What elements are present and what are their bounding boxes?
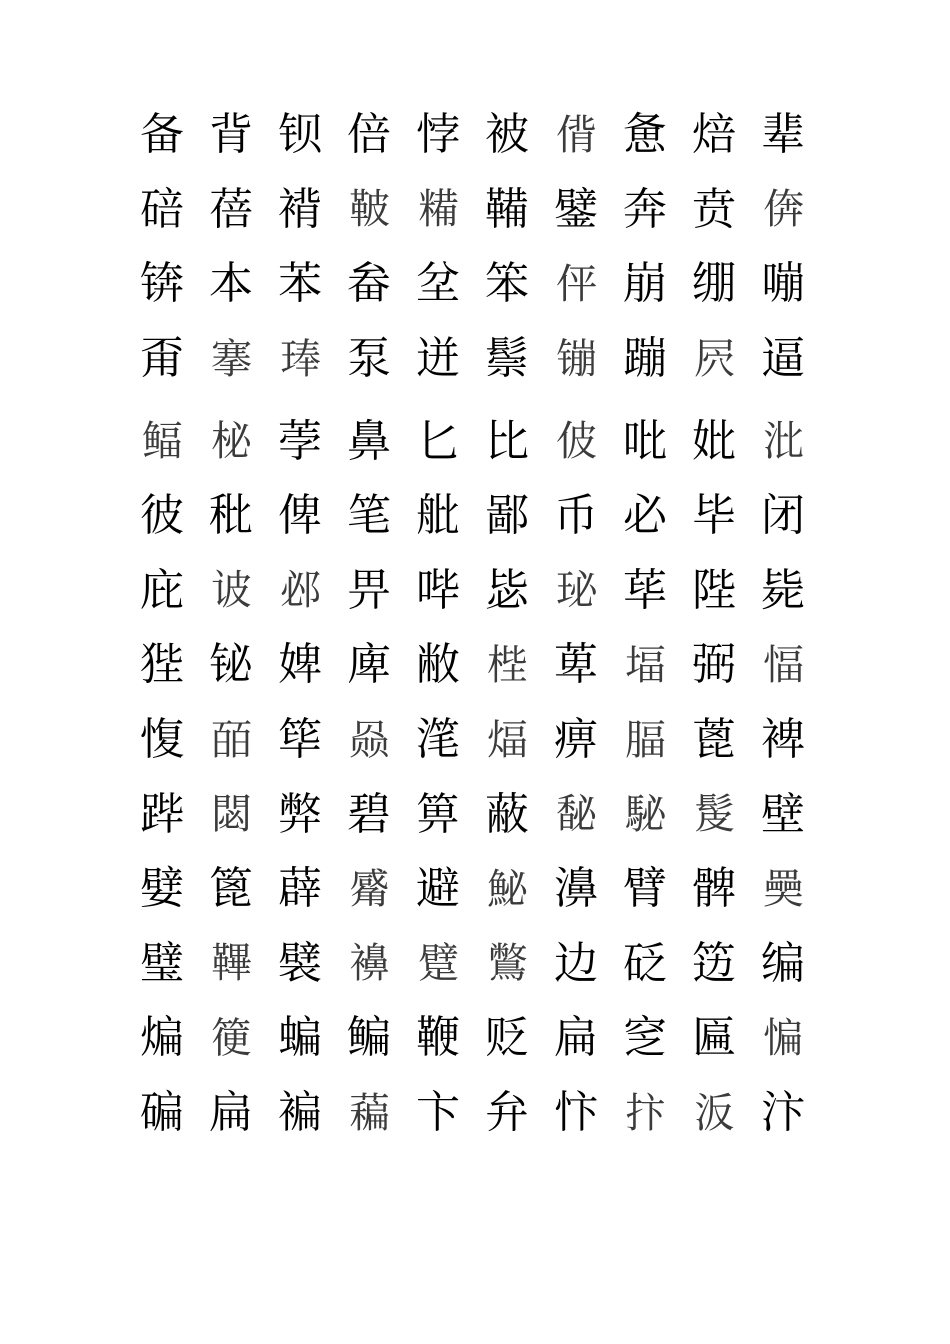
- character-cell: 俾: [278, 490, 322, 542]
- character-cell: 币: [554, 490, 598, 542]
- character-cell: 蹦: [623, 333, 667, 385]
- character-cell: 柲: [211, 417, 252, 466]
- character-cell: 扁: [209, 1087, 253, 1139]
- character-cell: 倍: [347, 109, 391, 161]
- character-row: [140, 1076, 830, 1151]
- character-cell: 庳: [347, 639, 391, 691]
- character-cell: 崩: [623, 258, 667, 310]
- character-cell: 痹: [554, 714, 598, 766]
- character-cell: 惫: [623, 109, 667, 161]
- character-row: [140, 98, 830, 173]
- character-cell: 惼: [763, 1013, 804, 1062]
- character-cell: 皕: [211, 715, 252, 764]
- character-cell: 珌: [556, 566, 597, 615]
- character-cell: 忭: [554, 1087, 598, 1139]
- character-cell: 笾: [692, 937, 736, 989]
- character-cell: 壁: [761, 788, 805, 840]
- character-cell: 畚: [347, 258, 391, 310]
- character-grid: [140, 98, 830, 1150]
- character-cell: 弼: [692, 639, 736, 691]
- character-cell: 舭: [416, 490, 460, 542]
- character-cell: 糒: [418, 185, 459, 234]
- character-cell: 狴: [140, 639, 184, 691]
- character-cell: 闭: [761, 490, 805, 542]
- character-cell: 蔽: [485, 788, 529, 840]
- character-cell: 匕: [416, 415, 460, 467]
- character-cell: 鲾: [142, 417, 183, 466]
- character-cell: 被: [485, 109, 529, 161]
- character-cell: 倴: [763, 185, 804, 234]
- character-cell: 鐾: [554, 183, 598, 235]
- character-cell: 诐: [211, 566, 252, 615]
- character-cell: 泵: [347, 333, 391, 385]
- character-cell: 汳: [694, 1088, 735, 1137]
- character-cell: 褊: [278, 1087, 322, 1139]
- character-cell: 髲: [694, 790, 735, 839]
- character-cell: 邲: [280, 566, 321, 615]
- character-cell: 蓖: [692, 714, 736, 766]
- character-cell: 沘: [763, 417, 804, 466]
- character-cell: 梐: [487, 640, 528, 689]
- character-cell: 备: [140, 109, 184, 161]
- character-cell: 鄙: [485, 490, 529, 542]
- character-cell: 鞁: [349, 185, 390, 234]
- character-cell: 荸: [278, 415, 322, 467]
- character-cell: 煸: [140, 1012, 184, 1064]
- character-cell: 砭: [623, 937, 667, 989]
- character-cell: 煏: [487, 715, 528, 764]
- character-cell: 编: [761, 937, 805, 989]
- character-cell: 馝: [556, 790, 597, 839]
- character-cell: 襣: [349, 939, 390, 988]
- character-cell: 奰: [763, 864, 804, 913]
- character-row: [140, 404, 830, 479]
- character-row: [140, 852, 830, 927]
- character-cell: 屄: [694, 334, 735, 383]
- character-row: [140, 554, 830, 629]
- character-cell: 搴: [211, 334, 252, 383]
- character-cell: 璧: [140, 937, 184, 989]
- character-cell: 笨: [485, 258, 529, 310]
- character-cell: 扁: [554, 1012, 598, 1064]
- character-row: [140, 247, 830, 322]
- character-cell: 閟: [211, 790, 252, 839]
- character-cell: 逼: [761, 333, 805, 385]
- character-cell: 堛: [625, 640, 666, 689]
- character-cell: 悖: [416, 109, 460, 161]
- character-cell: 铋: [209, 639, 253, 691]
- character-cell: 庇: [140, 564, 184, 616]
- character-cell: 琫: [280, 334, 321, 383]
- character-cell: 伻: [556, 259, 597, 308]
- character-cell: 赑: [349, 715, 390, 764]
- character-cell: 箯: [211, 1013, 252, 1062]
- character-cell: 贬: [485, 1012, 529, 1064]
- character-cell: 畀: [347, 564, 391, 616]
- character-cell: 愎: [140, 714, 184, 766]
- character-cell: 辈: [761, 109, 805, 161]
- character-cell: 萆: [554, 639, 598, 691]
- character-cell: 碥: [140, 1087, 184, 1139]
- character-cell: 秕: [209, 490, 253, 542]
- character-cell: 吡: [623, 415, 667, 467]
- character-cell: 钡: [278, 109, 322, 161]
- character-cell: 鞭: [416, 1012, 460, 1064]
- character-row: [140, 628, 830, 703]
- character-cell: 襞: [278, 937, 322, 989]
- character-cell: 汴: [761, 1087, 805, 1139]
- character-cell: 贲: [692, 183, 736, 235]
- character-cell: 臂: [623, 863, 667, 915]
- character-cell: 迸: [416, 333, 460, 385]
- character-cell: 箅: [416, 788, 460, 840]
- character-cell: 篦: [209, 863, 253, 915]
- character-cell: 觱: [349, 864, 390, 913]
- character-cell: 毙: [761, 564, 805, 616]
- character-cell: 本: [209, 258, 253, 310]
- character-cell: 窆: [623, 1012, 667, 1064]
- character-row: [140, 927, 830, 1002]
- character-row: [140, 322, 830, 397]
- character-cell: 背: [209, 109, 253, 161]
- character-cell: 腷: [625, 715, 666, 764]
- character-cell: 婢: [278, 639, 322, 691]
- character-cell: 躄: [418, 939, 459, 988]
- character-row: [140, 1001, 830, 1076]
- character-cell: 蓓: [209, 183, 253, 235]
- character-cell: 哔: [416, 564, 460, 616]
- character-cell: 绷: [692, 258, 736, 310]
- character-cell: 妣: [692, 415, 736, 467]
- character-cell: 蝙: [278, 1012, 322, 1064]
- character-cell: 髀: [692, 863, 736, 915]
- character-cell: 镚: [556, 334, 597, 383]
- character-cell: 碚: [140, 183, 184, 235]
- character-cell: 藊: [349, 1088, 390, 1137]
- character-cell: 甭: [140, 333, 184, 385]
- character-cell: 必: [623, 490, 667, 542]
- character-cell: 坌: [416, 258, 460, 310]
- character-cell: 鞸: [211, 939, 252, 988]
- character-cell: 碧: [347, 788, 391, 840]
- character-cell: 荜: [623, 564, 667, 616]
- character-cell: 跸: [140, 788, 184, 840]
- character-cell: 毕: [692, 490, 736, 542]
- character-cell: 卞: [416, 1087, 460, 1139]
- character-cell: 薜: [278, 863, 322, 915]
- character-cell: 焙: [692, 109, 736, 161]
- character-cell: 毖: [485, 564, 529, 616]
- character-row: [140, 479, 830, 554]
- character-cell: 奔: [623, 183, 667, 235]
- character-cell: 比: [485, 415, 529, 467]
- character-cell: 濞: [554, 863, 598, 915]
- character-cell: 避: [416, 863, 460, 915]
- character-cell: 嘣: [761, 258, 805, 310]
- character-cell: 佊: [556, 417, 597, 466]
- character-cell: 敝: [416, 639, 460, 691]
- character-cell: 匾: [692, 1012, 736, 1064]
- character-cell: 偝: [556, 110, 597, 159]
- character-cell: 駜: [625, 790, 666, 839]
- character-cell: 边: [554, 937, 598, 989]
- character-row: [140, 777, 830, 852]
- character-cell: 愊: [763, 640, 804, 689]
- character-cell: 弁: [485, 1087, 529, 1139]
- character-cell: 笔: [347, 490, 391, 542]
- character-cell: 鮅: [487, 864, 528, 913]
- character-cell: 嬖: [140, 863, 184, 915]
- character-cell: 锛: [140, 258, 184, 310]
- character-cell: 陛: [692, 564, 736, 616]
- character-cell: 鞴: [485, 183, 529, 235]
- character-cell: 彼: [140, 490, 184, 542]
- character-cell: 鳊: [347, 1012, 391, 1064]
- character-cell: 褙: [278, 183, 322, 235]
- character-cell: 滗: [416, 714, 460, 766]
- character-cell: 鷩: [487, 939, 528, 988]
- character-cell: 弊: [278, 788, 322, 840]
- character-cell: 鼻: [347, 415, 391, 467]
- character-cell: 抃: [625, 1088, 666, 1137]
- character-cell: 筚: [278, 714, 322, 766]
- character-cell: 鬃: [485, 333, 529, 385]
- character-cell: 裨: [761, 714, 805, 766]
- character-row: [140, 173, 830, 248]
- character-cell: 苯: [278, 258, 322, 310]
- character-row: [140, 703, 830, 778]
